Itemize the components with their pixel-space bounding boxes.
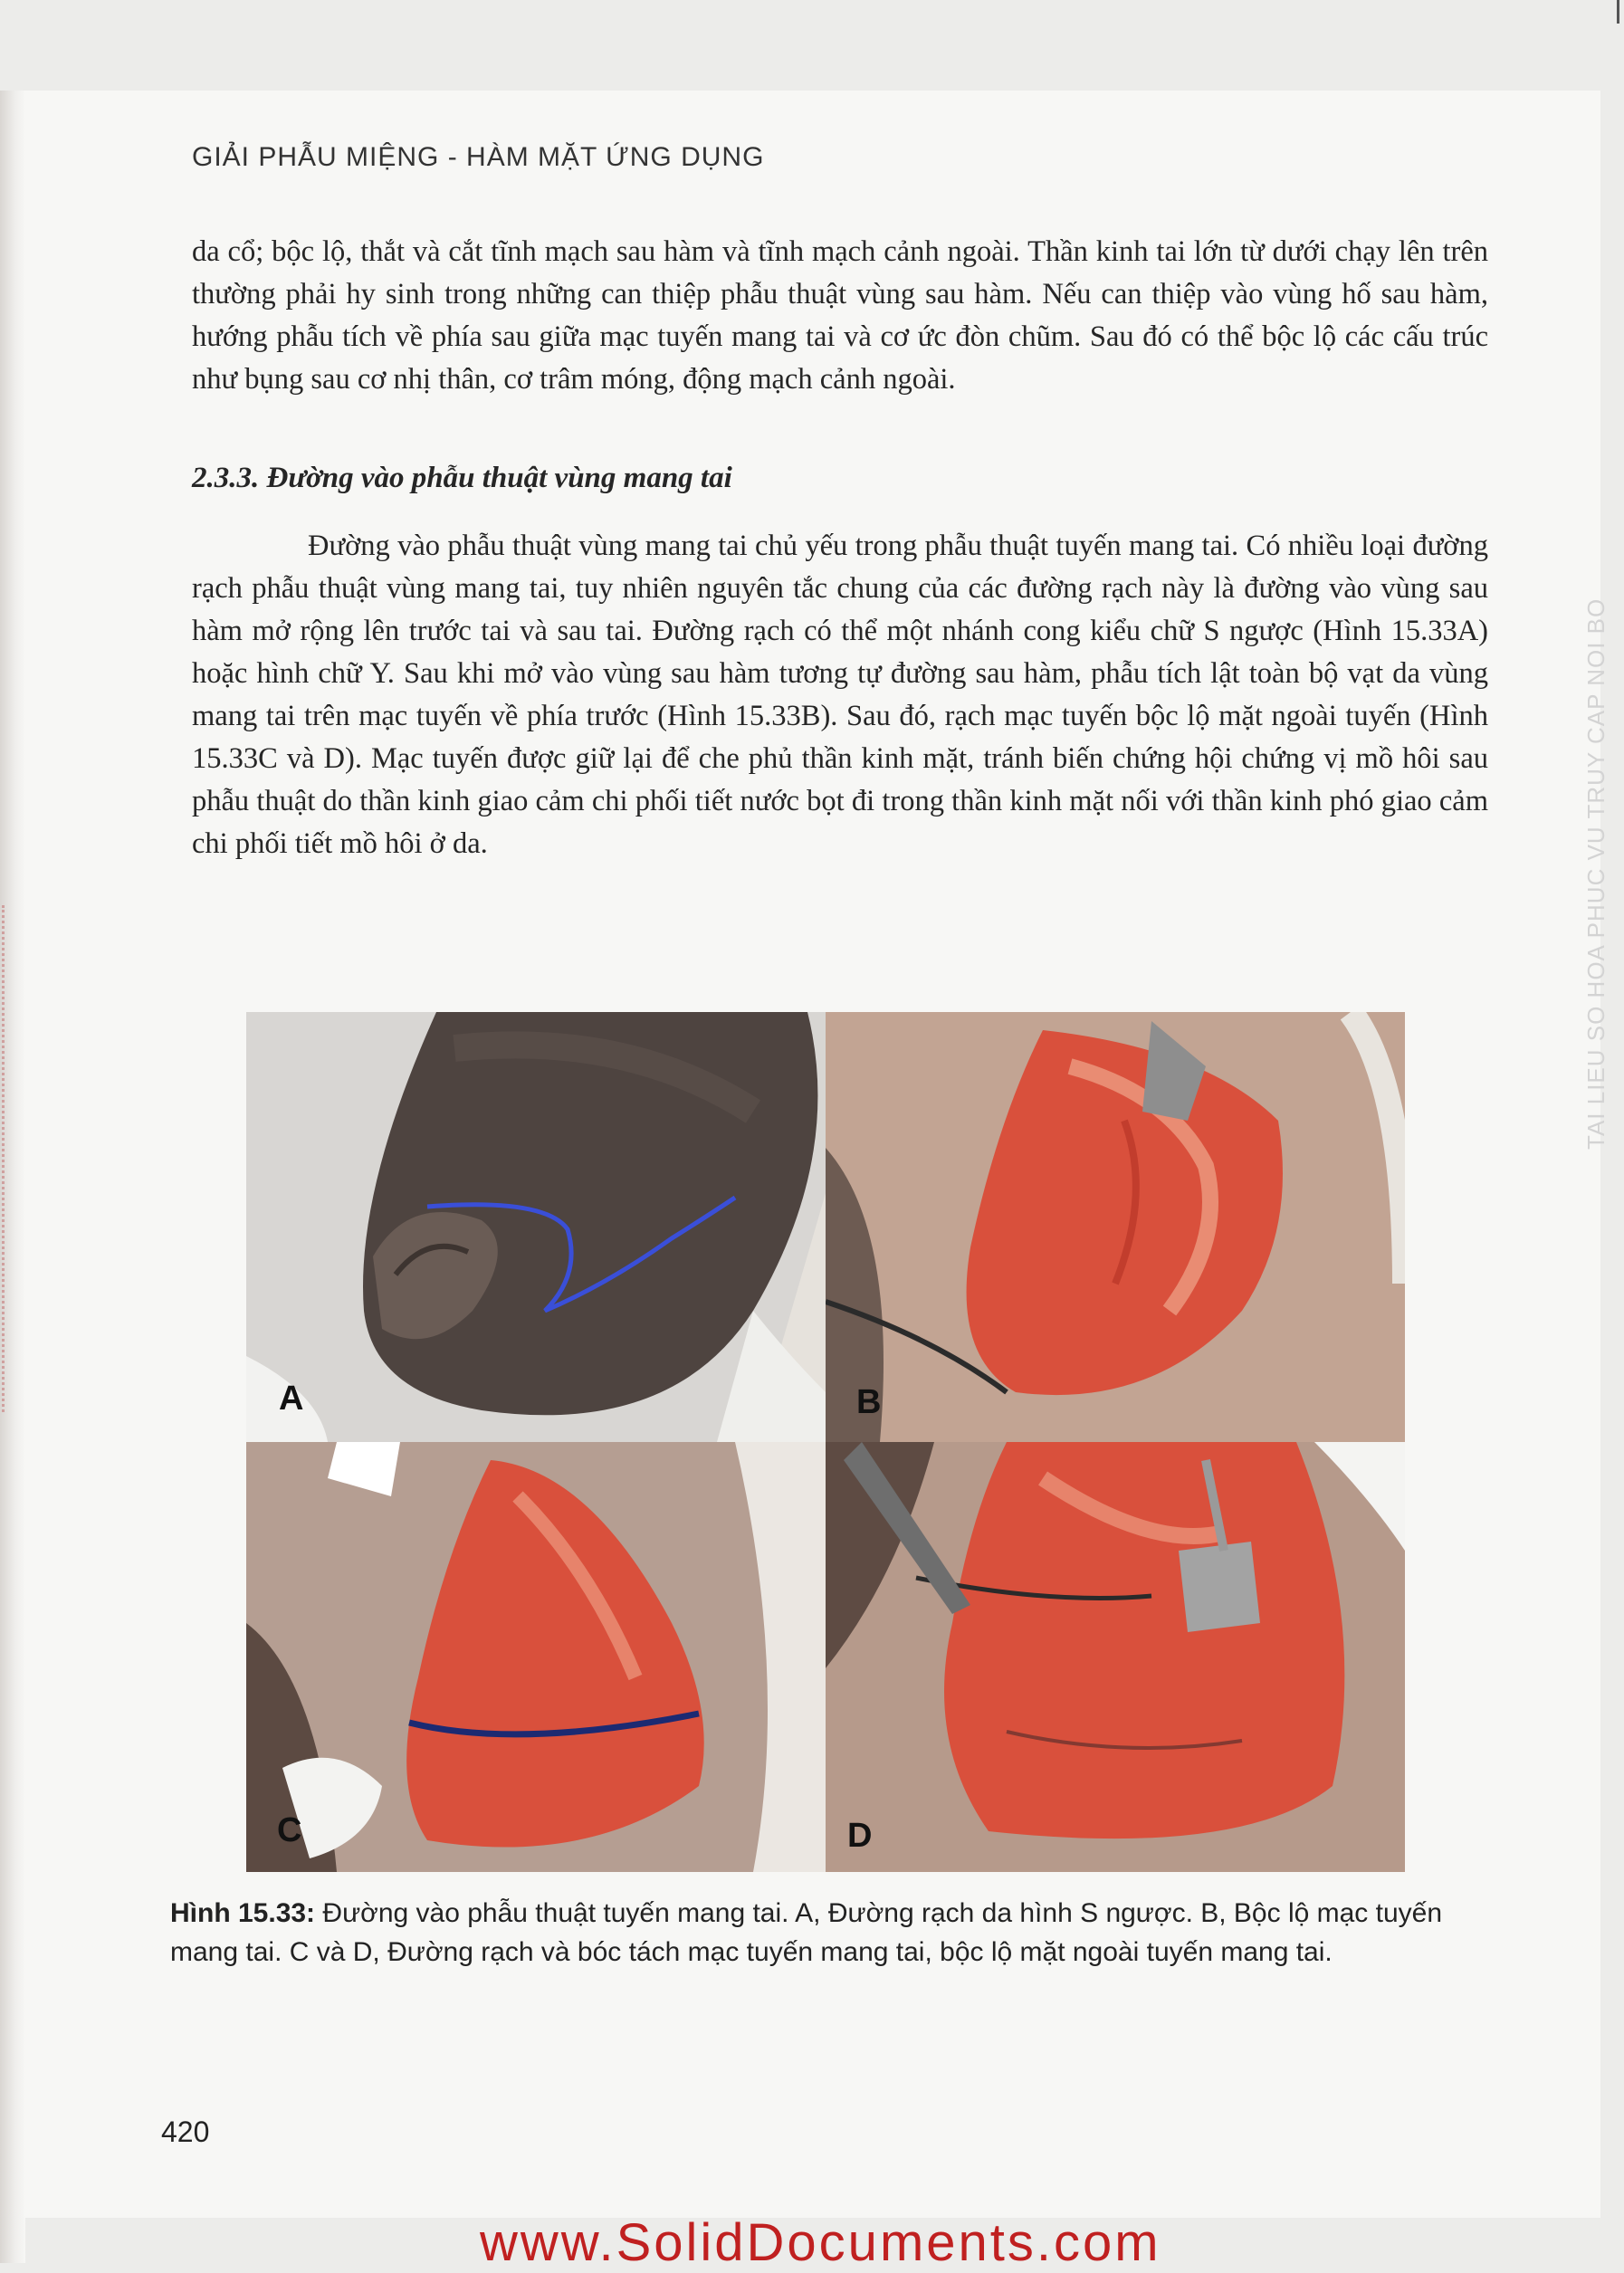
panel-label-b: B bbox=[856, 1383, 882, 1421]
caption-number: Hình 15.33: bbox=[170, 1898, 316, 1928]
figure-15-33 bbox=[246, 1012, 1405, 1872]
paragraph-2 bbox=[192, 525, 1488, 865]
panel-d-image bbox=[826, 1442, 1405, 1872]
panel-c-image bbox=[246, 1442, 826, 1872]
figure-caption bbox=[170, 1894, 1492, 1972]
paragraph-1 bbox=[192, 231, 1488, 401]
panel-a-image bbox=[246, 1012, 826, 1442]
panel-label-a: A bbox=[279, 1380, 304, 1418]
margin-annotation bbox=[2, 905, 17, 1412]
panel-b-image bbox=[826, 1012, 1405, 1442]
paragraph-1-text: da cổ; bộc lộ, thắt và cắt tĩnh mạch sau hàm và tĩnh mạch cảnh ngoài. Thần kinh tai lớn từ dưới chạy lên trên thường phải hy sinh trong những can thiệp phẫu thuật vùng sau hàm. Nếu can thiệp vào vùng hố sau hàm, hướng phẫu tích về phía sau giữa mạc tuyến mang tai và cơ ức đòn chũm. Sau đó có thể bộc lộ các cấu trúc như bụng sau cơ nhị thân, cơ trâm móng, động mạch cảnh ngoài. bbox=[192, 235, 1488, 396]
figure-panel-d bbox=[826, 1442, 1405, 1872]
figure-panel-b bbox=[826, 1012, 1405, 1442]
panel-label-c: C bbox=[277, 1811, 302, 1849]
paragraph-2-text: Đường vào phẫu thuật vùng mang tai chủ yếu trong phẫu thuật tuyến mang tai. Có nhiều loại đường rạch phẫu thuật vùng mang tai, tuy nhiên nguyên tắc chung của các đường rạch này là đường vào vùng sau hàm mở rộng lên trước tai và sau tai. Đường rạch có thể một nhánh cong kiểu chữ S ngược (Hình 15.33A) hoặc hình chữ Y. Sau khi mở vào vùng sau hàm tương tự đường sau hàm, phẫu tích lật toàn bộ vạt da vùng mang tai trên mạc tuyến về phía trước (Hình 15.33B). Sau đó, rạch mạc tuyến bộc lộ mặt ngoài tuyến (Hình 15.33C và D). Mạc tuyến được giữ lại để che phủ thần kinh mặt, tránh biến chứng hội chứng vị mồ hôi sau phẫu thuật do thần kinh giao cảm chi phối tiết nước bọt đi trong thần kinh mặt nối với thần kinh phó giao cảm chi phối tiết mồ hôi ở da. bbox=[192, 530, 1488, 860]
panel-label-d: D bbox=[847, 1817, 873, 1855]
watermark: TAI LIEU SO HOA PHUC VU TRUY CAP NOI BO bbox=[1582, 597, 1610, 1150]
running-head: GIẢI PHẪU MIỆNG - HÀM MẶT ỨNG DỤNG bbox=[192, 142, 765, 172]
scan-corner-mark bbox=[1617, 0, 1619, 24]
figure-panel-c bbox=[246, 1442, 826, 1872]
figure-panel-a bbox=[246, 1012, 826, 1442]
section-heading: 2.3.3. Đường vào phẫu thuật vùng mang tai bbox=[192, 462, 732, 494]
caption-text: Đường vào phẫu thuật tuyến mang tai. A, Đường rạch da hình S ngược. B, Bộc lộ mạc tuyến mang tai. C và D, Đường rạch và bóc tách mạc tuyến mang tai, bộc lộ mặt ngoài tuyến mang tai. bbox=[170, 1898, 1443, 1967]
page-number: 420 bbox=[161, 2115, 210, 2148]
footer-site: www.SolidDocuments.com bbox=[480, 2213, 1161, 2272]
